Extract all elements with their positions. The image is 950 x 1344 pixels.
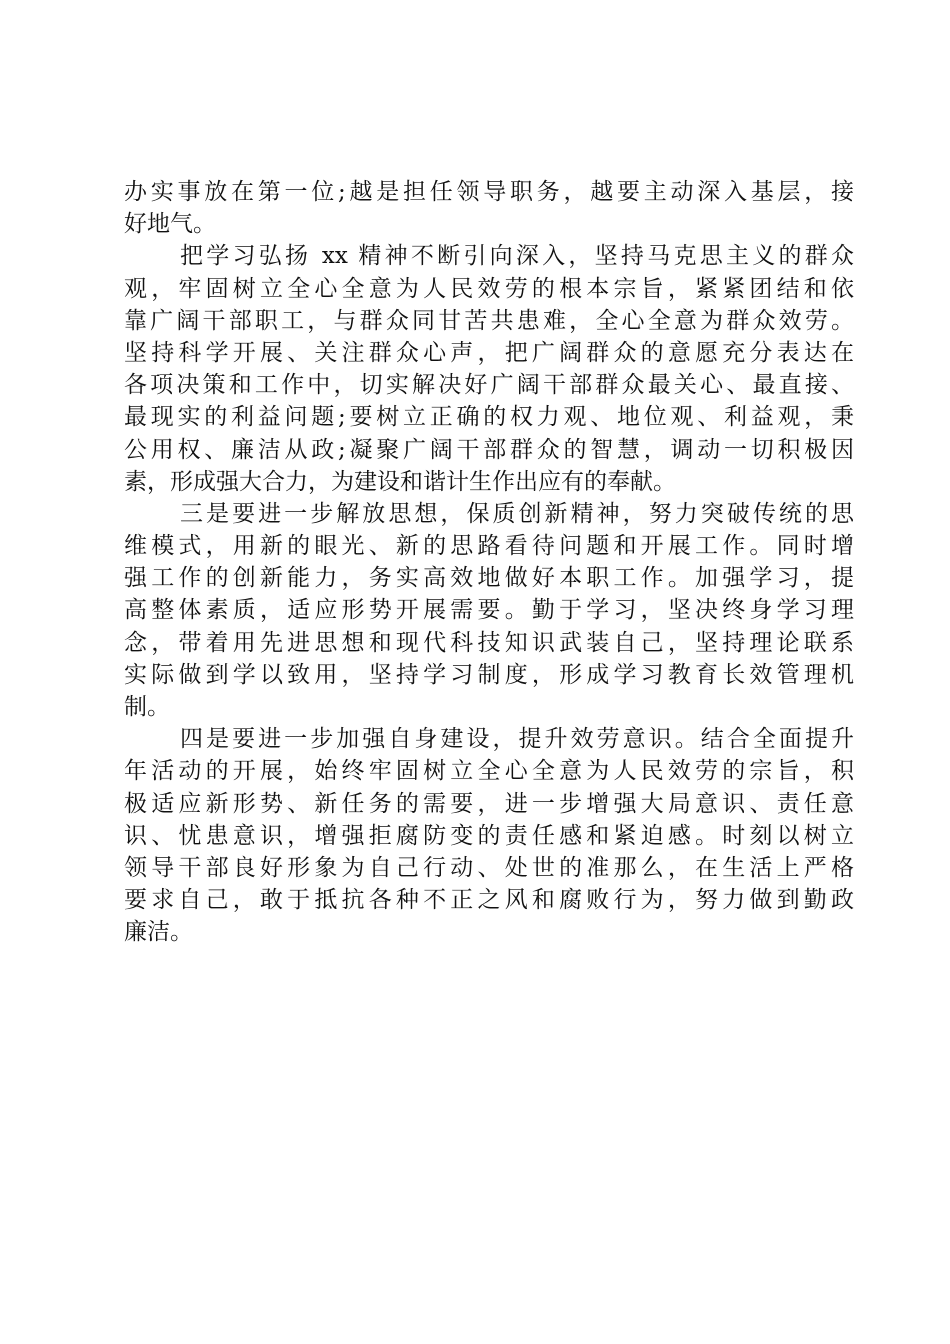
text-line: 高整体素质，适应形势开展需要。勤于学习，坚决终身学习理 (124, 597, 854, 624)
text-line: 最现实的利益问题;要树立正确的权力观、地位观、利益观，秉 (124, 404, 854, 431)
text-line: 公用权、廉洁从政;凝聚广阔干部群众的智慧，调动一切积极因 (124, 436, 854, 463)
text-line: 好地气。 (124, 211, 216, 238)
text-line: 素，形成强大合力，为建设和谐计生作出应有的奉献。 (124, 468, 676, 495)
text-line: 三是要进一步解放思想，保质创新精神，努力突破传统的思 (180, 500, 854, 527)
text-line: 各项决策和工作中，切实解决好广阔干部群众最关心、最直接、 (124, 372, 854, 399)
paragraph (124, 498, 854, 723)
text-line: 要求自己，敢于抵抗各种不正之风和腐败行为，努力做到勤政 (124, 887, 854, 914)
text-line: 办实事放在第一位;越是担任领导职务，越要主动深入基层，接 (124, 179, 854, 205)
text-line: 领导干部良好形象为自己行动、处世的准那么，在生活上严格 (124, 854, 854, 881)
text-line: 四是要进一步加强自身建设，提升效劳意识。结合全面提升 (180, 726, 854, 753)
text-line: 把学习弘扬 xx 精神不断引向深入，坚持马克思主义的群众 (180, 243, 854, 270)
text-line: 坚持科学开展、关注群众心声，把广阔群众的意愿充分表达在 (124, 339, 854, 366)
text-line: 观，牢固树立全心全意为人民效劳的根本宗旨，紧紧团结和依 (124, 275, 854, 302)
paragraph (124, 723, 854, 948)
paragraph (124, 176, 854, 240)
text-line: 识、忧患意识，增强拒腐防变的责任感和紧迫感。时刻以树立 (124, 822, 854, 849)
text-line: 年活动的开展，始终牢固树立全心全意为人民效劳的宗旨，积 (124, 758, 854, 785)
text-line: 强工作的创新能力，务实高效地做好本职工作。加强学习，提 (124, 565, 854, 592)
text-line: 制。 (124, 694, 170, 720)
text-line: 靠广阔干部职工，与群众同甘苦共患难，全心全意为群众效劳。 (124, 307, 854, 334)
text-line: 念，带着用先进思想和现代科技知识武装自己，坚持理论联系 (124, 629, 854, 656)
paragraph (124, 240, 854, 498)
text-line: 维模式，用新的眼光、新的思路看待问题和开展工作。同时增 (124, 533, 854, 560)
text-line: 实际做到学以致用，坚持学习制度，形成学习教育长效管理机 (124, 661, 854, 688)
text-line: 极适应新形势、新任务的需要，进一步增强大局意识、责任意 (124, 790, 854, 817)
text-line: 廉洁。 (124, 919, 193, 946)
document-body (124, 176, 854, 949)
